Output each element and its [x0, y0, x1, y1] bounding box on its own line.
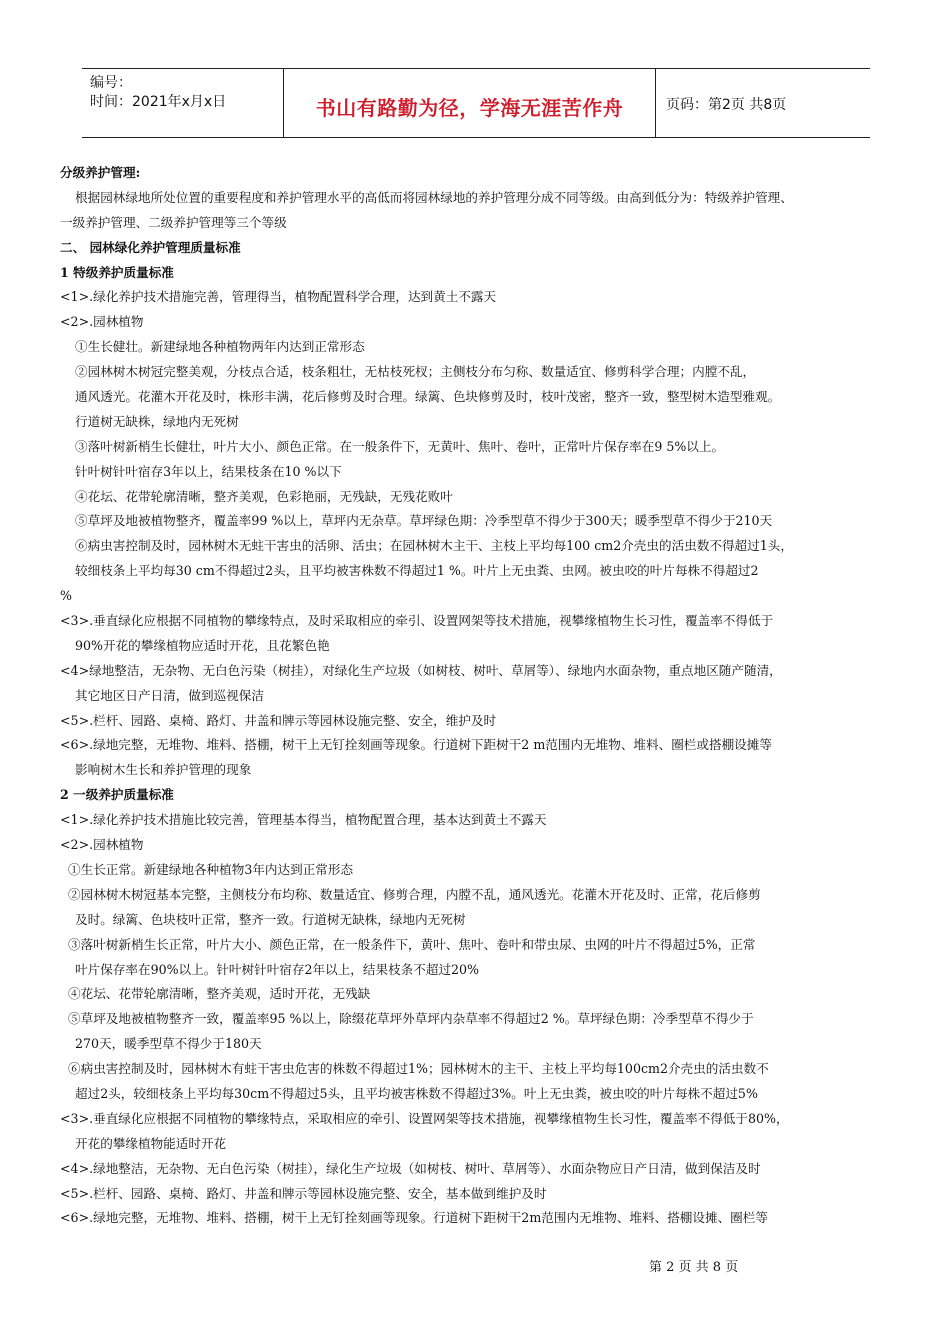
list-item: ③落叶树新梢生长正常，叶片大小、颜色正常，在一般条件下，黄叶、焦叶、卷叶和带虫尿、虫网的叶片不得超过5%，正常	[68, 936, 756, 952]
list-item: 行道树无缺株，绿地内无死树	[75, 413, 239, 429]
paragraph-line: <5>.栏杆、园路、桌椅、路灯、井盖和牌示等园林设施完整、安全，基本做到维护及时	[60, 1185, 547, 1201]
subsection-heading: 2 一级养护质量标准	[60, 787, 174, 803]
code-label: 编号：	[90, 75, 132, 91]
list-item: ④花坛、花带轮廓清晰，整齐美观，适时开花，无残缺	[68, 986, 371, 1002]
paragraph-line: <3>.垂直绿化应根据不同植物的攀缘特点，及时采取相应的牵引、设置网架等技术措施，视攀缘植物生长习性，覆盖率不得低于	[60, 613, 774, 629]
list-item: 超过2头，较细枝条上平均每30cm不得超过5头，且平均被害株数不得超过3%。叶上无虫粪，被虫咬的叶片每株不超过5%	[75, 1085, 758, 1101]
header-motto-cell	[284, 69, 656, 137]
list-item: ①生长正常。新建绿地各种植物3年内达到正常形态	[68, 861, 354, 877]
date-label: 时间：2021年x月x日	[90, 94, 227, 110]
list-item: 通风透光。花灌木开花及时，株形丰满，花后修剪及时合理。绿篱、色块修剪及时，枝叶茂密，整齐一致，整型树木造型雅观。	[75, 389, 781, 405]
header-meta-cell	[82, 69, 284, 137]
paragraph-line: <6>.绿地完整，无堆物、堆料、搭棚，树干上无钉拴刻画等现象。行道树下距树干2m范围内无堆物、堆料、搭棚设摊、圈栏等	[60, 1210, 768, 1226]
list-item: 较细枝条上平均每30 cm不得超过2头，且平均被害株数不得超过1 %。叶片上无虫粪、虫网。被虫咬的叶片每株不得超过2	[75, 563, 759, 579]
paragraph-line: <2>.园林植物	[60, 314, 144, 330]
section-heading: 分级养护管理:	[60, 165, 141, 180]
list-item: 叶片保存率在90%以上。针叶树针叶宿存2年以上，结果枝条不超过20%	[75, 961, 480, 977]
paragraph-line: 一级养护管理、二级养护管理等三个等级	[60, 214, 287, 230]
paragraph-line: 开花的攀缘植物能适时开花	[75, 1135, 227, 1151]
paragraph-line: <2>.园林植物	[60, 837, 144, 853]
paragraph-line: 其它地区日产日清，做到巡视保洁	[75, 687, 264, 703]
paragraph-line: <1>.绿化养护技术措施完善，管理得当，植物配置科学合理，达到黄土不露天	[60, 289, 497, 305]
paragraph-line: <4>.绿地整洁，无杂物、无白色污染（树挂），绿化生产垃圾（如树枝、树叶、草屑等）、水面杂物应日产日清，做到保洁及时	[60, 1160, 761, 1176]
list-item: ②园林树木树冠完整美观，分枝点合适，枝条粗壮，无枯枝死杈；主侧枝分布匀称、数量适宜、修剪科学合理；内膛不乱，	[75, 364, 756, 380]
list-item: 针叶树针叶宿存3年以上，结果枝条在10 %以下	[75, 463, 342, 479]
list-item: ③落叶树新梢生长健壮，叶片大小、颜色正常。在一般条件下，无黄叶、焦叶、卷叶，正常叶片保存率在9 5%以上。	[75, 438, 725, 454]
list-item: ⑤草坪及地被植物整齐一致，覆盖率95 %以上，除缀花草坪外草坪内杂草率不得超过2 %。草坪绿色期：冷季型草不得少于	[68, 1011, 754, 1027]
list-item: ④花坛、花带轮廓清晰，整齐美观，色彩艳丽，无残缺，无残花败叶	[75, 488, 453, 504]
list-item: ②园林树木树冠基本完整，主侧枝分布均称、数量适宜、修剪合理，内膛不乱，通风透光。花灌木开花及时、正常，花后修剪	[68, 886, 761, 902]
header-page-cell	[656, 69, 870, 137]
paragraph-line: <6>.绿地完整，无堆物、堆料、搭棚，树干上无钉拴刻画等现象。行道树下距树干2 m范围内无堆物、堆料、圈栏或搭棚设摊等	[60, 737, 772, 753]
list-item: ⑤草坪及地被植物整齐，覆盖率99 %以上，草坪内无杂草。草坪绿色期：冷季型草不得少于300天；暖季型草不得少于210天	[75, 513, 773, 529]
paragraph-line: <3>.垂直绿化应根据不同植物的攀缘特点，采取相应的牵引、设置网架等技术措施，视攀缘植物生长习性，覆盖率不得低于80%，	[60, 1110, 789, 1126]
list-item: ⑥病虫害控制及时，园林树木有蛀干害虫危害的株数不得超过1%；园林树木的主干、主枝上平均每100cm2介壳虫的活虫数不	[68, 1061, 769, 1077]
subsection-heading: 1 特级养护质量标准	[60, 264, 174, 280]
list-item: 及时。绿篱、色块枝叶正常，整齐一致。行道树无缺株，绿地内无死树	[75, 911, 466, 927]
paragraph-line: 影响树木生长和养护管理的现象	[75, 762, 252, 778]
paragraph-line: %	[60, 588, 72, 604]
paragraph-line: <5>.栏杆、园路、桌椅、路灯、井盖和牌示等园林设施完整、安全，维护及时	[60, 712, 497, 728]
page-info: 页码：第2页 共8页	[666, 97, 787, 113]
document-header	[82, 68, 870, 138]
page-footer: 第 2 页 共 8 页	[649, 1260, 739, 1275]
motto-text: 书山有路勤为径，学海无涯苦作舟	[315, 96, 624, 120]
list-item: ⑥病虫害控制及时，园林树木无蛀干害虫的活卵、活虫；在园林树木主干、主枝上平均每100 cm2介壳虫的活虫数不得超过1头，	[75, 538, 793, 554]
paragraph-line: 根据园林绿地所处位置的重要程度和养护管理水平的高低而将园林绿地的养护管理分成不同等级。由高到低分为：特级养护管理、	[75, 189, 793, 205]
list-item: 270天，暖季型草不得少于180天	[75, 1036, 262, 1052]
paragraph-line: <4>绿地整洁，无杂物、无白色污染（树挂），对绿化生产垃圾（如树枝、树叶、草屑等）、绿地内水面杂物，重点地区随产随清，	[60, 662, 782, 678]
paragraph-line: 90%开花的攀缘植物应适时开花，且花繁色艳	[75, 637, 330, 653]
paragraph-line: <1>.绿化养护技术措施比较完善，管理基本得当，植物配置合理，基本达到黄土不露天	[60, 812, 547, 828]
list-item: ①生长健壮。新建绿地各种植物两年内达到正常形态	[75, 339, 365, 355]
section-heading: 二、 园林绿化养护管理质量标准	[60, 239, 241, 255]
document-body	[60, 161, 900, 1231]
